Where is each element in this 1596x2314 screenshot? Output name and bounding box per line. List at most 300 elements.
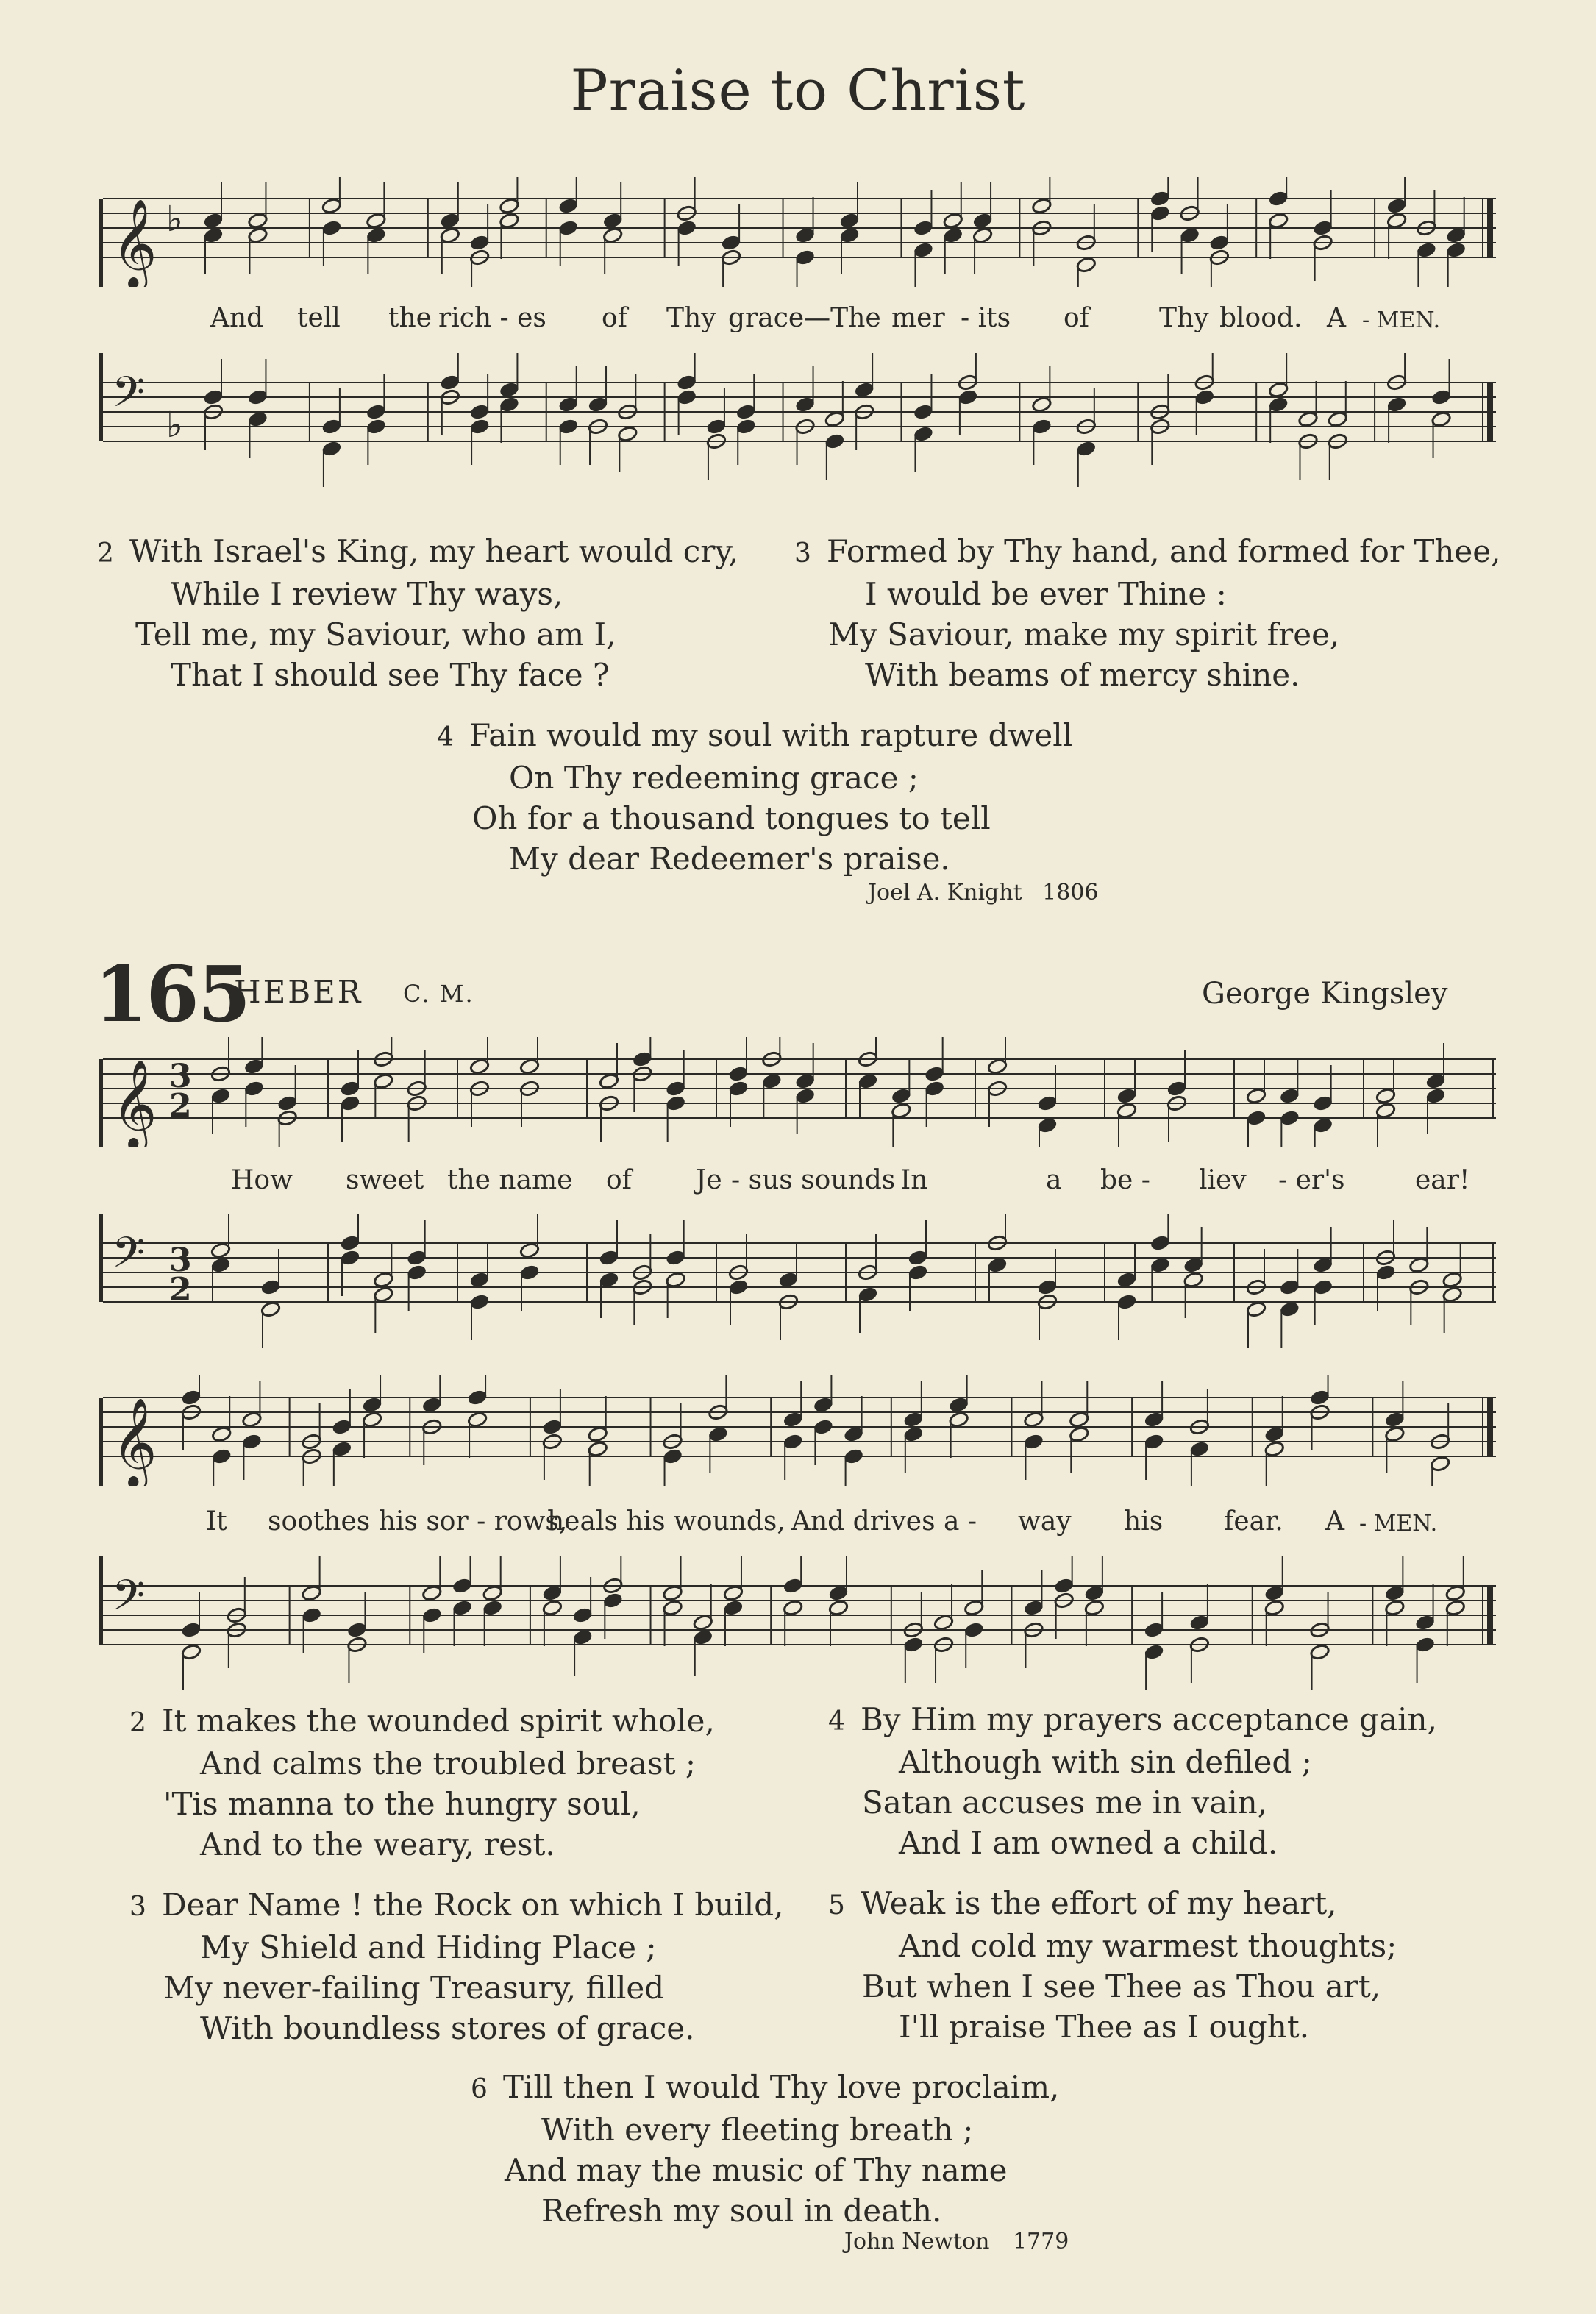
note-head	[854, 381, 874, 398]
note-head	[728, 1278, 749, 1295]
verse-block	[471, 2067, 1059, 2231]
treble-staff-3	[96, 1375, 1500, 1486]
note-head	[1386, 212, 1407, 229]
note-head	[440, 374, 460, 391]
note-head	[467, 1411, 488, 1428]
verse-line: By Him my prayers acceptance gain,	[861, 1701, 1437, 1737]
note-head	[519, 1264, 540, 1281]
note-head	[1037, 1094, 1058, 1111]
note-head	[693, 1614, 713, 1631]
bass-clef-icon: 𝄢	[112, 1570, 146, 1631]
note-head	[1069, 1425, 1089, 1442]
note-head	[1246, 1300, 1267, 1317]
note-head	[203, 388, 224, 405]
lyric-syllable: ear!	[1415, 1165, 1470, 1195]
note-head	[1116, 1087, 1137, 1104]
note-head	[1246, 1087, 1267, 1104]
note-head	[469, 418, 490, 435]
time-signature-bottom: 2	[169, 1271, 192, 1309]
note-head	[247, 410, 268, 427]
note-head	[1023, 1411, 1044, 1428]
note-head	[452, 1577, 472, 1594]
note-head	[735, 403, 756, 420]
note-head	[824, 432, 845, 449]
verse-line: I'll praise Thee as I ought.	[899, 2009, 1310, 2045]
verse-line: And I am owned a child.	[899, 1825, 1278, 1861]
lyric-syllable: his	[1124, 1506, 1164, 1537]
final-bar-thick	[1487, 1398, 1493, 1456]
note-head	[588, 1425, 608, 1442]
note-head	[1310, 1643, 1330, 1660]
note-head	[783, 1599, 803, 1616]
lyric-syllable: the	[388, 303, 432, 333]
verse-line: 'Tis manna to the hungry soul,	[163, 1786, 641, 1822]
note-head	[1116, 1293, 1137, 1310]
note-head	[913, 403, 933, 420]
note-head	[1268, 212, 1289, 229]
note-head	[828, 1599, 849, 1616]
note-head	[1180, 227, 1200, 243]
note-head	[795, 227, 816, 243]
lyric-syllable: A	[1327, 303, 1346, 333]
note-head	[366, 403, 386, 420]
lyric-syllable: a	[1046, 1165, 1062, 1195]
lyric-syllable: liev	[1199, 1165, 1247, 1195]
note-head	[210, 1087, 231, 1104]
note-head	[943, 212, 963, 229]
lyric-syllable: of	[1064, 303, 1089, 333]
note-head	[260, 1278, 281, 1295]
verse-number: 6	[471, 2074, 488, 2104]
note-head	[666, 1094, 686, 1111]
flat-icon: ♭	[166, 199, 183, 240]
verse-line: Dear Name ! the Rock on which I build,	[162, 1887, 784, 1923]
note-head	[407, 1249, 427, 1266]
note-head	[558, 219, 579, 236]
verse-line: That I should see Thy face ?	[171, 657, 610, 693]
note-head	[346, 1621, 367, 1638]
note-head	[1415, 1636, 1436, 1653]
note-head	[761, 1072, 782, 1089]
note-head	[362, 1411, 382, 1428]
note-head	[362, 1396, 382, 1413]
lyric-syllable: heals his wounds,	[547, 1506, 785, 1537]
note-head	[1031, 197, 1052, 214]
note-head	[1375, 1087, 1396, 1104]
lyric-syllable: And drives a -	[791, 1506, 977, 1537]
note-head	[1144, 1643, 1164, 1660]
top-score-treble	[96, 177, 1500, 287]
treble-clef-icon: 𝄞	[112, 1397, 157, 1486]
verse-number: 5	[828, 1890, 845, 1920]
note-head	[1084, 1584, 1105, 1601]
system-bar	[99, 1556, 103, 1645]
note-head	[558, 418, 579, 435]
verse-number: 2	[129, 1708, 146, 1738]
hymn-lyric-line-1	[231, 1165, 1496, 1202]
system-bar	[99, 1214, 103, 1302]
note-head	[913, 219, 933, 236]
author-credit	[868, 880, 1099, 905]
verse-line: With beams of mercy shine.	[865, 657, 1300, 693]
note-head	[933, 1614, 954, 1631]
note-head	[666, 1271, 686, 1288]
note-head	[542, 1584, 563, 1601]
note-head	[602, 227, 623, 243]
note-head	[1386, 197, 1407, 214]
note-head	[723, 1599, 744, 1616]
note-head	[1442, 1286, 1463, 1303]
note-head	[321, 197, 342, 214]
time-signature-top: 3	[169, 1242, 192, 1279]
note-head	[813, 1396, 833, 1413]
note-head	[599, 1072, 619, 1089]
note-head	[321, 219, 342, 236]
note-head	[1446, 241, 1467, 258]
note-head	[795, 396, 816, 413]
note-head	[1116, 1102, 1137, 1119]
note-head	[795, 1087, 816, 1104]
note-head	[1445, 1599, 1466, 1616]
note-head	[858, 1286, 878, 1303]
note-head	[558, 197, 579, 214]
note-head	[211, 1448, 232, 1464]
note-head	[181, 1621, 202, 1638]
note-head	[666, 1080, 686, 1097]
lyric-syllable: - er's	[1278, 1165, 1345, 1195]
time-signature-bottom: 2	[169, 1087, 192, 1125]
note-head	[903, 1636, 924, 1653]
note-head	[708, 1425, 728, 1442]
note-head	[340, 1094, 360, 1111]
lyric-syllable: sweet	[346, 1165, 424, 1195]
note-head	[1386, 396, 1407, 413]
note-head	[723, 1584, 744, 1601]
note-head	[666, 1249, 686, 1266]
lyric-syllable: A	[1325, 1506, 1344, 1537]
treble-staff-2	[96, 1037, 1500, 1147]
note-head	[963, 1621, 984, 1638]
page-title: Praise to Christ	[570, 57, 1026, 123]
author-year: 1806	[1042, 880, 1099, 905]
lyric-syllable: be -	[1100, 1165, 1150, 1195]
note-head	[1150, 1256, 1170, 1273]
verse-line: With Israel's King, my heart would cry,	[129, 533, 738, 569]
note-head	[1037, 1278, 1058, 1295]
note-head	[735, 418, 756, 435]
note-head	[1384, 1599, 1405, 1616]
verse-line: Fain would my soul with rapture dwell	[469, 717, 1073, 753]
lyric-syllable: - MEN.	[1359, 1511, 1438, 1537]
note-head	[302, 1606, 322, 1623]
note-head	[1166, 1080, 1187, 1097]
lyric-syllable: the name	[447, 1165, 573, 1195]
verse-block	[794, 531, 1501, 695]
lyric-syllable: Je	[696, 1165, 722, 1195]
note-head	[728, 1065, 749, 1082]
note-head	[1313, 1094, 1333, 1111]
top-score-bass	[96, 353, 1500, 493]
note-head	[844, 1448, 864, 1464]
note-head	[1375, 1264, 1396, 1281]
verse-number: 4	[437, 722, 454, 752]
note-head	[844, 1425, 864, 1442]
note-head	[1189, 1440, 1210, 1457]
verse-line: But when I see Thee as Thou art,	[862, 1968, 1381, 2004]
note-head	[340, 1249, 360, 1266]
verse-line: Formed by Thy hand, and formed for Thee,	[827, 533, 1501, 569]
lyric-syllable: tell	[297, 303, 341, 333]
note-head	[1031, 396, 1052, 413]
verse-line: Although with sin defiled ;	[899, 1744, 1312, 1780]
note-head	[1313, 1256, 1333, 1273]
note-head	[706, 418, 727, 435]
author-year: 1779	[1012, 2229, 1069, 2254]
lyric-syllable: blood.	[1219, 303, 1303, 333]
note-head	[1054, 1577, 1075, 1594]
note-head	[913, 241, 933, 258]
note-head	[1069, 1411, 1089, 1428]
hymn-score-treble-2	[96, 1375, 1500, 1486]
verse-line: It makes the wounded spirit whole,	[162, 1703, 715, 1739]
note-head	[302, 1584, 322, 1601]
note-head	[602, 1592, 623, 1609]
note-head	[260, 1300, 281, 1317]
verse-line: Weak is the effort of my heart,	[861, 1885, 1337, 1921]
note-head	[1328, 410, 1348, 427]
note-head	[373, 1072, 393, 1089]
lyric-syllable: soothes his sor - rows,	[268, 1506, 568, 1537]
note-head	[407, 1264, 427, 1281]
system-bar	[99, 199, 103, 287]
treble-clef-icon: 𝄞	[112, 198, 157, 287]
verse-line: Satan accuses me in vain,	[862, 1784, 1268, 1820]
lyric-syllable: Thy	[1159, 303, 1209, 333]
lyric-syllable: - MEN.	[1362, 307, 1441, 333]
note-head	[203, 227, 224, 243]
note-head	[572, 1628, 593, 1645]
note-head	[469, 403, 490, 420]
note-head	[469, 1058, 490, 1075]
note-head	[469, 1293, 490, 1310]
note-head	[1183, 1256, 1204, 1273]
note-head	[1183, 1271, 1204, 1288]
note-head	[795, 249, 816, 266]
note-head	[467, 1389, 488, 1406]
final-bar-thick	[1487, 1586, 1493, 1645]
note-head	[1264, 1599, 1285, 1616]
note-head	[1023, 1433, 1044, 1450]
note-head	[1076, 440, 1097, 457]
note-head	[908, 1264, 928, 1281]
note-head	[558, 396, 579, 413]
note-head	[1268, 190, 1289, 207]
note-head	[987, 1256, 1008, 1273]
verse-line: And calms the troubled breast ;	[200, 1745, 696, 1781]
note-head	[824, 410, 845, 427]
note-head	[210, 1242, 231, 1259]
note-head	[519, 1058, 540, 1075]
note-head	[903, 1425, 924, 1442]
note-head	[366, 212, 386, 229]
verse-line: Refresh my soul in death.	[541, 2193, 942, 2229]
note-head	[421, 1584, 442, 1601]
note-head	[903, 1411, 924, 1428]
note-head	[783, 1411, 803, 1428]
note-head	[1264, 1425, 1285, 1442]
verse-block	[828, 1883, 1397, 2047]
note-head	[588, 396, 608, 413]
note-head	[373, 1286, 393, 1303]
note-head	[1279, 1087, 1300, 1104]
verse-number: 3	[129, 1892, 146, 1922]
note-head	[778, 1271, 799, 1288]
verse-number: 3	[794, 538, 811, 569]
hymn-score-treble-1	[96, 1037, 1500, 1147]
verse-block	[437, 715, 1072, 879]
final-bar-thick	[1487, 382, 1493, 441]
note-head	[366, 227, 386, 243]
note-head	[241, 1433, 262, 1450]
note-head	[828, 1584, 849, 1601]
note-head	[783, 1433, 803, 1450]
bass-staff-1	[96, 353, 1500, 493]
note-head	[987, 1058, 1008, 1075]
note-head	[1144, 1433, 1164, 1450]
note-head	[321, 440, 342, 457]
verse-line: While I review Thy ways,	[171, 576, 563, 612]
note-head	[1084, 1599, 1105, 1616]
note-head	[858, 1072, 878, 1089]
hymn-score-bass-2	[96, 1556, 1500, 1696]
hymn-score-bass-1	[96, 1214, 1500, 1353]
verse-block	[97, 531, 738, 695]
verse-line: My never-failing Treasury, filled	[163, 1970, 665, 2006]
note-head	[1279, 1109, 1300, 1126]
note-head	[499, 381, 519, 398]
note-head	[421, 1396, 442, 1413]
note-head	[210, 1256, 231, 1273]
treble-clef-icon: 𝄞	[112, 1058, 157, 1147]
verse-block	[129, 1884, 783, 2048]
note-head	[839, 227, 860, 243]
system-bar	[99, 1398, 103, 1486]
note-head	[602, 212, 623, 229]
lyric-syllable: mer	[891, 303, 945, 333]
note-head	[482, 1584, 503, 1601]
note-head	[1189, 1614, 1210, 1631]
author-name: Joel A. Knight	[868, 880, 1022, 905]
note-head	[277, 1094, 298, 1111]
hymn-lyric-line-2	[206, 1506, 1486, 1543]
note-head	[482, 1599, 503, 1616]
verse-block	[129, 1701, 715, 1865]
note-head	[247, 212, 268, 229]
bass-staff-2	[96, 1214, 1500, 1353]
lyric-syllable: It	[206, 1506, 227, 1537]
lyric-syllable: of	[606, 1165, 632, 1195]
note-head	[728, 1080, 749, 1097]
note-head	[1264, 1584, 1285, 1601]
note-head	[1279, 1278, 1300, 1295]
note-head	[247, 227, 268, 243]
note-head	[839, 212, 860, 229]
note-head	[203, 212, 224, 229]
verse-line: And may the music of Thy name	[505, 2152, 1008, 2188]
note-head	[1442, 1271, 1463, 1288]
note-head	[572, 1606, 593, 1623]
verse-line: Till then I would Thy love proclaim,	[503, 2069, 1060, 2105]
note-head	[891, 1102, 911, 1119]
verse-line: On Thy redeeming grace ;	[509, 760, 919, 796]
note-head	[1310, 1389, 1330, 1406]
note-head	[1144, 1411, 1164, 1428]
note-head	[1144, 1621, 1164, 1638]
note-head	[677, 374, 697, 391]
note-head	[1425, 1087, 1446, 1104]
note-head	[499, 212, 519, 229]
treble-staff-1	[96, 177, 1500, 287]
note-head	[599, 1271, 619, 1288]
verse-line: Tell me, my Saviour, who am I,	[135, 616, 616, 652]
note-head	[1031, 418, 1052, 435]
note-head	[1264, 1440, 1285, 1457]
note-head	[1076, 256, 1097, 273]
note-head	[913, 425, 933, 442]
note-head	[1430, 1455, 1450, 1472]
note-head	[1023, 1599, 1044, 1616]
note-head	[440, 212, 460, 229]
note-head	[340, 1080, 360, 1097]
note-head	[1445, 1584, 1466, 1601]
note-head	[1431, 388, 1452, 405]
note-head	[1268, 381, 1289, 398]
verse-line: And to the weary, rest.	[200, 1826, 555, 1862]
note-head	[181, 1643, 202, 1660]
note-head	[332, 1440, 352, 1457]
note-head	[519, 1242, 540, 1259]
lyric-syllable: How	[231, 1165, 293, 1195]
note-head	[599, 1249, 619, 1266]
note-head	[1150, 204, 1170, 221]
lyric-syllable: - sus sounds	[731, 1165, 896, 1195]
hymn-number: 165	[94, 949, 250, 1039]
note-head	[1297, 410, 1318, 427]
bass-clef-icon: 𝄢	[112, 1228, 146, 1288]
note-head	[1415, 1614, 1436, 1631]
lyric-syllable: grace—The	[728, 303, 881, 333]
note-head	[617, 425, 638, 442]
lyric-syllable: In	[900, 1165, 928, 1195]
note-head	[632, 1050, 652, 1067]
note-head	[908, 1249, 928, 1266]
bass-clef-icon: 𝄢	[112, 367, 146, 427]
note-head	[340, 1234, 360, 1251]
note-head	[925, 1065, 945, 1082]
note-head	[963, 1599, 984, 1616]
verse-line: I would be ever Thine :	[865, 576, 1227, 612]
note-head	[1268, 396, 1289, 413]
note-head	[972, 227, 993, 243]
note-head	[693, 1628, 713, 1645]
note-head	[1425, 1072, 1446, 1089]
note-head	[949, 1396, 969, 1413]
note-head	[469, 1271, 490, 1288]
note-head	[1313, 219, 1333, 236]
lyric-syllable: way	[1018, 1506, 1072, 1537]
note-head	[1446, 227, 1467, 243]
verse-line: My Saviour, make my spirit free,	[828, 616, 1340, 652]
